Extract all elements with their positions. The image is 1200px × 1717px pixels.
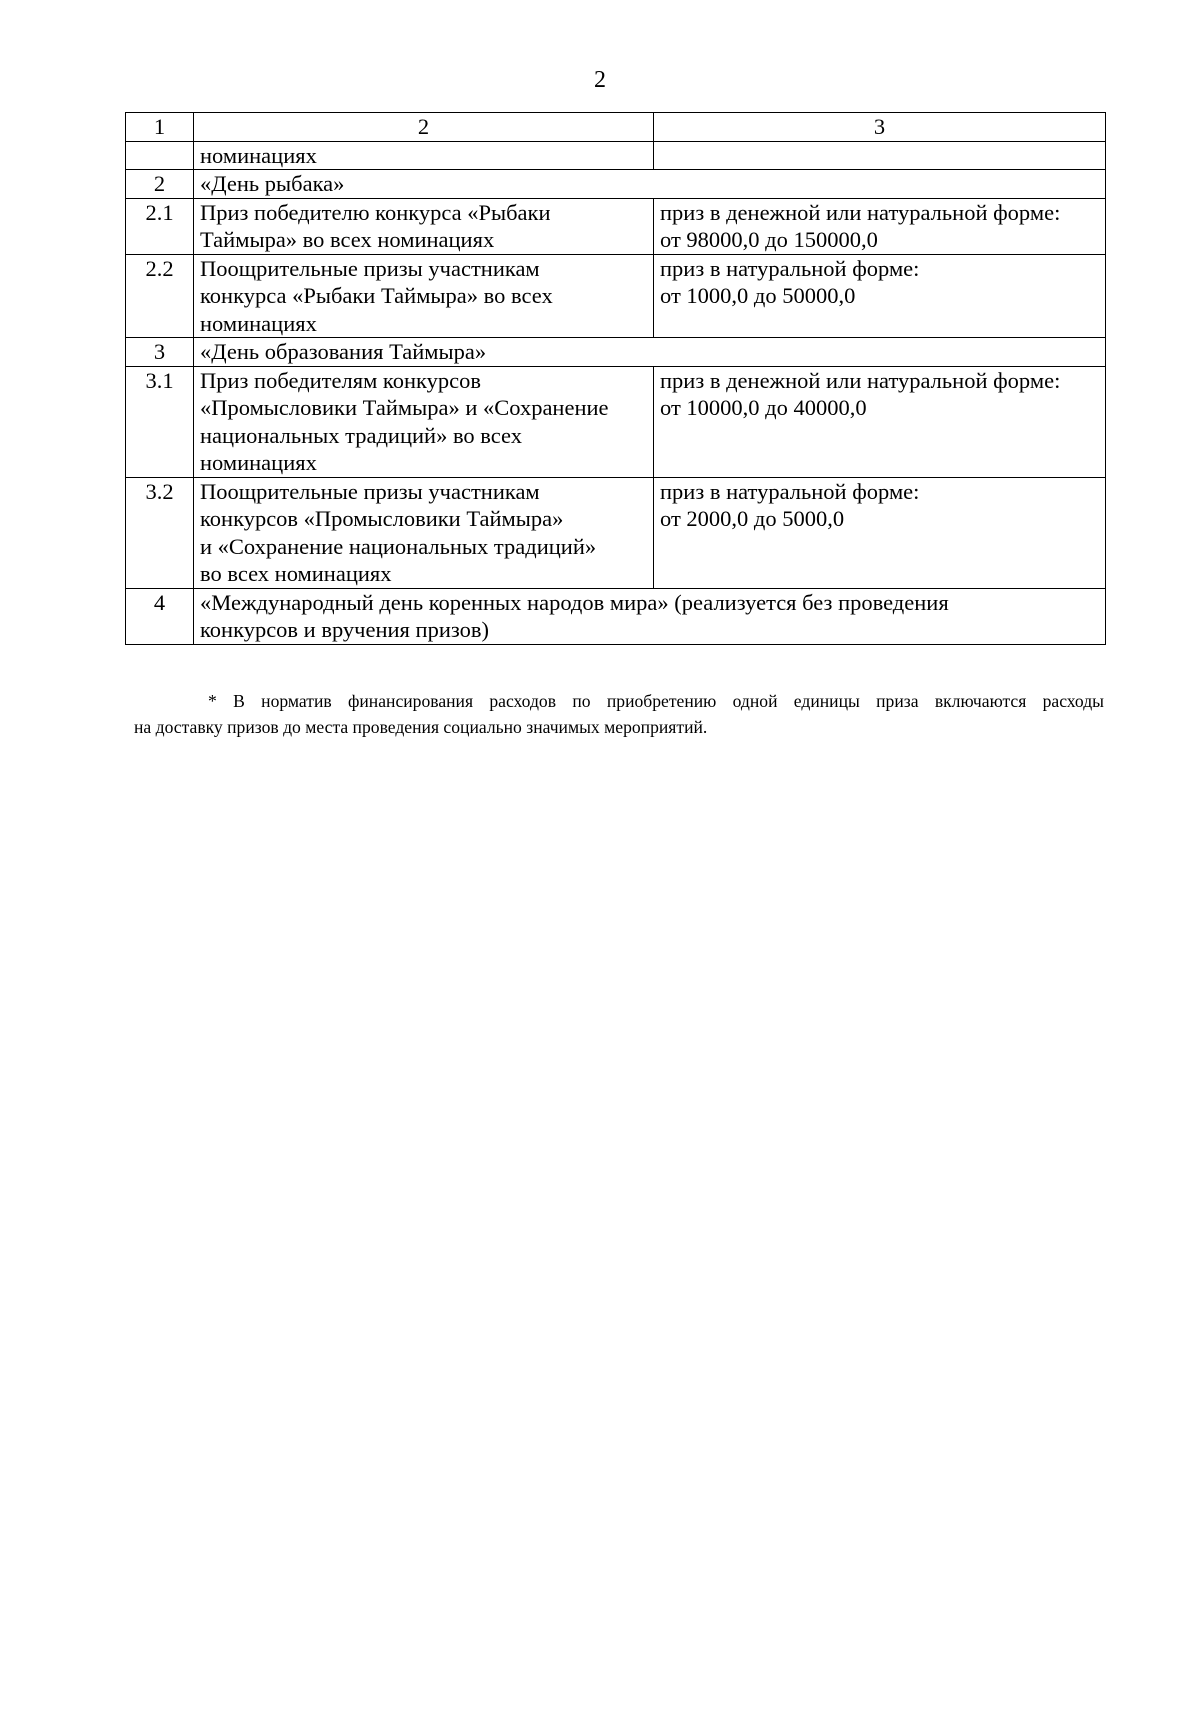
prize-value-cell — [654, 254, 1106, 338]
event-name-line: номинациях — [200, 450, 317, 475]
event-name-line: конкурсов «Промысловики Таймыра» — [200, 506, 564, 531]
event-name-cell — [194, 141, 654, 170]
event-name-line: Приз победителям конкурсов — [200, 367, 481, 393]
event-name-line: номинациях — [200, 310, 317, 336]
header-cell-1: 1 — [126, 113, 194, 142]
table-row — [126, 588, 1106, 644]
event-name-line: «День образования Таймыра» — [200, 339, 487, 364]
prize-value-line: приз в натуральной форме: — [660, 255, 920, 281]
prize-value-cell — [654, 198, 1106, 254]
header-cell-3: 3 — [654, 113, 1106, 142]
event-name-line: Поощрительные призы участникам — [200, 255, 540, 281]
event-name-line: Таймыра» во всех номинациях — [200, 227, 495, 252]
footnote-line-2: на доставку призов до места проведения социально значимых мероприятий. — [134, 717, 708, 737]
prize-value-line: приз в денежной или натуральной форме: — [660, 199, 1061, 225]
page-number: 2 — [594, 67, 606, 93]
footnote-line-1: * В норматив финансирования расходов по приобретению одной единицы приза включаются расходы — [208, 691, 1104, 711]
table-row — [126, 477, 1106, 588]
prize-value-line: от 10000,0 до 40000,0 — [660, 395, 867, 420]
event-name-cell — [194, 338, 1106, 367]
event-name-cell — [194, 588, 1106, 644]
event-name-line: конкурса «Рыбаки Таймыра» во всех — [200, 283, 553, 308]
event-name-line: конкурсов и вручения призов) — [200, 617, 489, 642]
table-row — [126, 338, 1106, 367]
prize-value-cell — [654, 477, 1106, 588]
row-number-cell: 4 — [126, 588, 194, 644]
event-name-line: Приз победителю конкурса «Рыбаки — [200, 199, 551, 225]
event-name-line: и «Сохранение национальных традиций» — [200, 533, 597, 559]
row-number-cell: 3 — [126, 338, 194, 367]
prize-value-line: приз в денежной или натуральной форме: — [660, 367, 1061, 393]
event-name-cell — [194, 477, 654, 588]
row-number-cell: 2.1 — [126, 198, 194, 254]
row-number-cell: 2 — [126, 170, 194, 199]
row-number-cell — [126, 141, 194, 170]
event-name-line: «Промысловики Таймыра» и «Сохранение — [200, 395, 609, 420]
row-number-cell: 2.2 — [126, 254, 194, 338]
event-name-line: «День рыбака» — [200, 171, 345, 196]
prize-value-line: от 2000,0 до 5000,0 — [660, 506, 845, 531]
row-number-cell: 3.2 — [126, 477, 194, 588]
prize-value-line: от 98000,0 до 150000,0 — [660, 227, 878, 252]
event-name-line: «Международный день коренных народов мира» (реализуется без проведения — [200, 589, 949, 615]
table-row — [126, 198, 1106, 254]
table-row — [126, 170, 1106, 199]
event-name-line: Поощрительные призы участникам — [200, 478, 540, 504]
event-name-cell — [194, 198, 654, 254]
prize-value-line: приз в натуральной форме: — [660, 478, 920, 504]
prize-value-line: от 1000,0 до 50000,0 — [660, 283, 856, 308]
prizes-table — [125, 112, 1106, 645]
prize-value-cell — [654, 141, 1106, 170]
header-cell-2: 2 — [194, 113, 654, 142]
event-name-cell — [194, 170, 1106, 199]
event-name-cell — [194, 254, 654, 338]
prize-value-cell — [654, 366, 1106, 477]
event-name-line: национальных традиций» во всех — [200, 422, 522, 448]
table-row — [126, 366, 1106, 477]
event-name-cell — [194, 366, 654, 477]
row-number-cell: 3.1 — [126, 366, 194, 477]
table-header-row — [126, 113, 1106, 142]
table-row — [126, 254, 1106, 338]
footnote — [134, 688, 1104, 740]
table-row — [126, 141, 1106, 170]
event-name-line: номинациях — [200, 142, 317, 168]
event-name-line: во всех номинациях — [200, 561, 392, 586]
